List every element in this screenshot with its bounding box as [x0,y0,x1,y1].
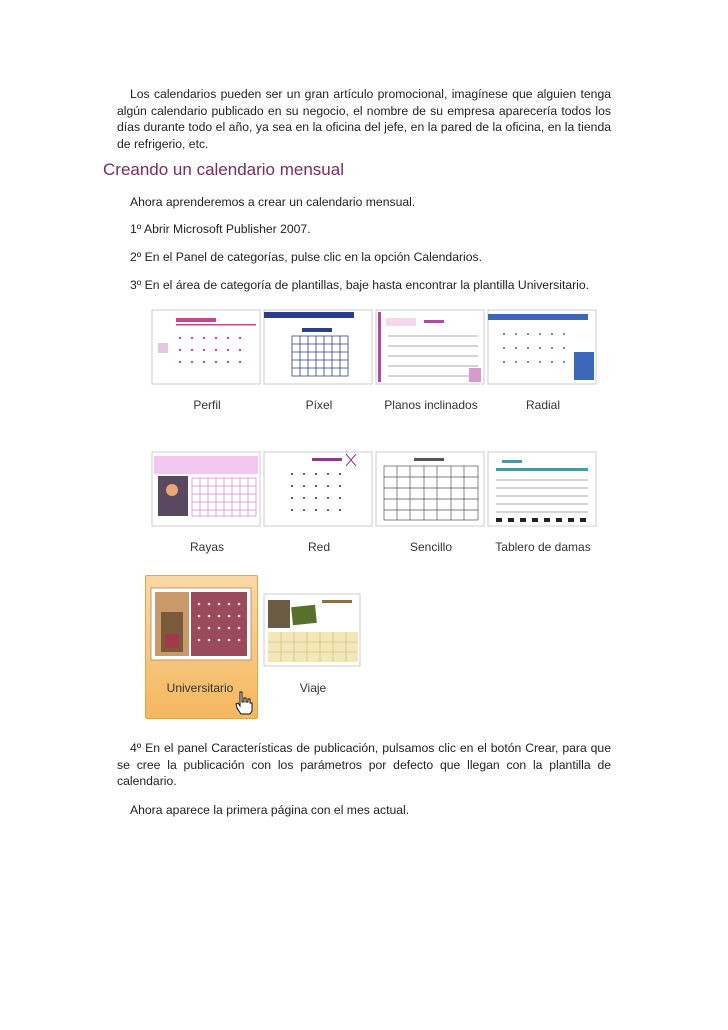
step-intro: Ahora aprenderemos a crear un calendario mensual. [130,195,416,209]
template-perfil-label: Perfil [193,398,221,412]
template-red-label: Red [307,540,330,554]
template-pixel-label: Píxel [305,398,333,412]
hand-cursor-icon [232,690,256,721]
template-viaje-preview [262,592,376,672]
template-viaje-thumbnail[interactable] [262,592,376,672]
template-viaje-label: Viaje [299,681,327,695]
template-universitario-label: Universitario [166,681,234,695]
template-tablero-preview [486,450,600,530]
template-pixel-thumbnail[interactable] [262,308,376,388]
template-tablero-thumbnail[interactable] [486,450,600,530]
template-sencillo-label: Sencillo [409,540,453,554]
step-3: 3º En el área de categoría de plantillas, baje hasta encontrar la plantilla Universitario. [130,278,590,292]
template-rayas-thumbnail[interactable] [150,450,264,530]
template-sencillo-preview [374,450,488,530]
template-radial-preview [486,308,600,388]
template-red-thumbnail[interactable] [262,450,376,530]
template-pixel-preview [262,308,376,388]
template-planos-thumbnail[interactable] [374,308,488,388]
template-rayas-preview [150,450,264,530]
template-universitario-preview [147,582,255,664]
template-rayas-label: Rayas [189,540,224,554]
template-perfil-thumbnail[interactable] [150,308,264,388]
template-planos-label: Planos inclinados [384,398,478,412]
step-2: 2º En el Panel de categorías, pulse clic en la opción Calendarios. [130,250,483,264]
step-4-paragraph: 4º En el panel Características de publicación, pulsamos clic en el botón Crear, para que se cree la publicación con los parámetros por defecto que llegan con la plantilla de calendario. [117,741,611,788]
template-universitario-thumbnail[interactable] [147,582,255,664]
template-red-preview [262,450,376,530]
template-radial-thumbnail[interactable] [486,308,600,388]
template-planos-preview [374,308,488,388]
template-radial-label: Radial [525,398,561,412]
template-perfil-preview [150,308,264,388]
intro-paragraph: Los calendarios pueden ser un gran artículo promocional, imagínese que alguien tenga algún calendario publicado en su negocio, el nombre de su empresa aparecería todos los días durante todo el año, ya sea en la oficina del jefe, en la pared de la oficina, en la tienda de refrigerio, etc. [117,87,611,151]
template-sencillo-thumbnail[interactable] [374,450,488,530]
section-heading: Creando un calendario mensual [103,160,344,179]
template-tablero-label: Tablero de damas [495,540,591,554]
step-1: 1º Abrir Microsoft Publisher 2007. [130,222,311,236]
final-line: Ahora aparece la primera página con el mes actual. [130,803,410,817]
